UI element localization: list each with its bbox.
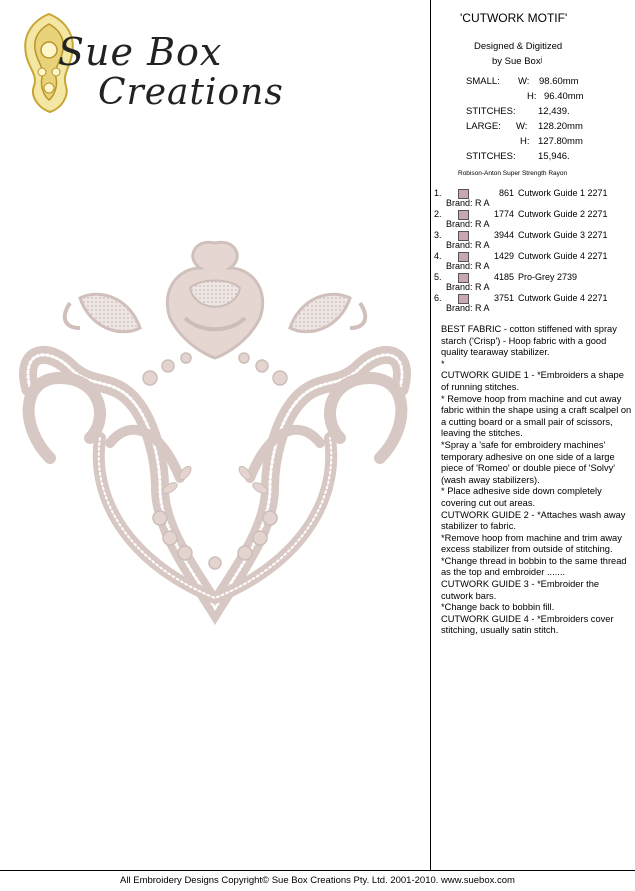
thread-brand: Brand: R A: [446, 303, 490, 313]
thread-name: Cutwork Guide 1 2271: [518, 188, 608, 198]
large-width-label: W:: [516, 121, 528, 132]
thread-number: 6.: [434, 293, 442, 303]
footer-divider: [0, 870, 635, 871]
logo: [8, 8, 284, 118]
thread-code: 3944: [493, 230, 514, 240]
instruction-paragraph: CUTWORK GUIDE 3 - *Embroider the cutwork bars.: [441, 579, 600, 601]
thread-number: 4.: [434, 251, 442, 261]
instruction-paragraph: * Place adhesive side down completely covering cut out areas.: [441, 486, 602, 508]
instruction-paragraph: *Spray a 'safe for embroidery machines' temporary adhesive on one side of a large piece of 'Romeo' or double piece of 'Solvy' (wash away stabilizers).: [441, 439, 616, 485]
logo-text-line1: Sue Box: [58, 30, 223, 74]
thread-row: [434, 188, 634, 209]
thread-code: 861: [498, 188, 514, 198]
designed-by-line1: Designed & Digitized: [474, 41, 563, 52]
thread-name: Pro-Grey 2739: [518, 272, 578, 282]
thread-name: Cutwork Guide 2 2271: [518, 209, 608, 219]
large-label: LARGE:: [466, 121, 501, 132]
instruction-paragraph: CUTWORK GUIDE 2 - *Attaches wash away stabilizer to fabric.: [441, 509, 626, 532]
thread-number: 2.: [434, 209, 442, 219]
instruction-paragraph: *: [441, 358, 445, 369]
thread-row: [434, 293, 634, 314]
column-divider: [430, 0, 431, 870]
thread-brand: Brand: R A: [446, 240, 490, 250]
thread-name: Cutwork Guide 4 2271: [518, 251, 608, 261]
thread-name: Cutwork Guide 4 2271: [518, 293, 608, 303]
logo-text-line2: Creations: [98, 72, 284, 113]
large-stitches-value: 15,946.: [538, 151, 570, 162]
cutwork-motif-image: [10, 228, 420, 628]
thread-code: 1774: [493, 209, 514, 219]
small-stitches-label: STITCHES:: [466, 106, 516, 117]
designed-by-line2: by Sue Boxʲ: [492, 56, 543, 67]
thread-row: [434, 272, 634, 293]
instructions: [441, 324, 633, 637]
instruction-paragraph: CUTWORK GUIDE 1 - *Embroiders a shape of running stitches.: [441, 370, 624, 392]
thread-brand-header: Robison-Anton Super Strength Rayon: [458, 170, 568, 177]
thread-number: 5.: [434, 272, 442, 282]
copyright-footer: All Embroidery Designs Copyright© Sue Box Creations Pty. Ltd. 2001-2010. www.suebox.com: [120, 875, 515, 886]
thread-code: 3751: [493, 293, 514, 303]
thread-row: [434, 230, 634, 251]
design-title: 'CUTWORK MOTIF': [460, 11, 568, 25]
small-width-value: 98.60mm: [539, 76, 579, 87]
instruction-paragraph: *Remove hoop from machine and trim away excess stabilizer from outside of stitching.: [441, 532, 622, 555]
small-label: SMALL:: [466, 76, 500, 87]
large-height-label: H:: [520, 136, 530, 147]
instruction-paragraph: * Remove hoop from machine and cut away fabric within the shape using a craft scalpel on a cutting board or a small pair of scissors, leaving the stitches.: [441, 393, 632, 439]
thread-code: 1429: [493, 251, 514, 261]
thread-row: [434, 209, 634, 230]
thread-number: 1.: [434, 188, 442, 198]
thread-brand: Brand: R A: [446, 261, 490, 271]
instruction-paragraph: BEST FABRIC - cotton stiffened with spray starch ('Crisp') - Hoop fabric with a good quality tearaway stabilizer.: [441, 324, 617, 358]
small-stitches-value: 12,439.: [538, 106, 570, 117]
large-height-value: 127.80mm: [538, 136, 583, 147]
thread-row: [434, 251, 634, 272]
thread-number: 3.: [434, 230, 442, 240]
large-stitches-label: STITCHES:: [466, 151, 516, 162]
thread-name: Cutwork Guide 3 2271: [518, 230, 608, 240]
thread-brand: Brand: R A: [446, 198, 490, 208]
thread-code: 4185: [493, 272, 514, 282]
large-width-value: 128.20mm: [538, 121, 583, 132]
instruction-paragraph: *Change back to bobbin fill.: [441, 602, 555, 613]
instruction-paragraph: CUTWORK GUIDE 4 - *Embroiders cover stitching, usually satin stitch.: [441, 613, 614, 636]
instruction-paragraph: *Change thread in bobbin to the same thread as the top and embroider .......: [441, 555, 627, 578]
small-height-label: H:: [527, 91, 537, 102]
thread-brand: Brand: R A: [446, 282, 490, 292]
small-width-label: W:: [518, 76, 530, 87]
small-height-value: 96.40mm: [544, 91, 584, 102]
thread-brand: Brand: R A: [446, 219, 490, 229]
